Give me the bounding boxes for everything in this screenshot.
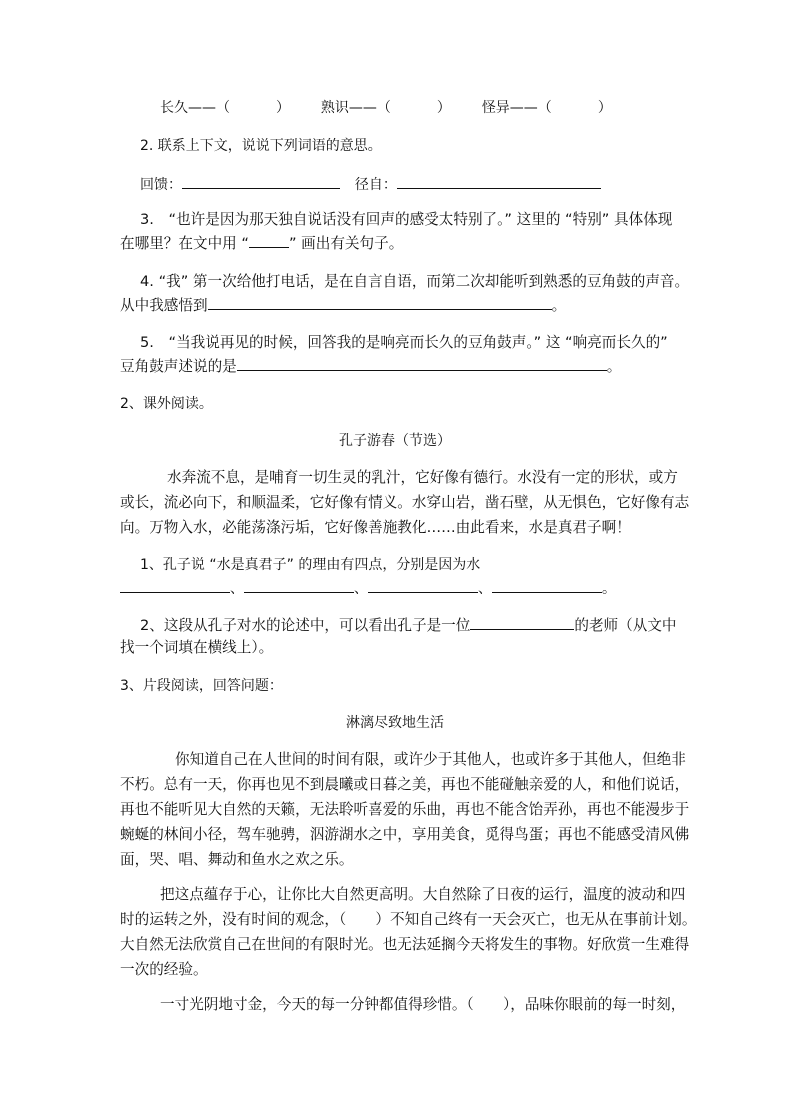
q4-answer-blank[interactable] — [208, 295, 552, 310]
q5-answer-blank[interactable] — [237, 356, 607, 371]
separator: 、 — [230, 581, 244, 597]
q5-period: 。 — [606, 358, 622, 375]
section2-para-line-3: 向。万物入水，必能荡涤污垢，它好像善施教化……由此看来，水是真君子啊！ — [120, 519, 631, 536]
section2-para-line-2: 或长，流必向下，和顺温柔，它好像有情义。水穿山岩，凿石壁，从无惧色，它好像有志 — [120, 494, 690, 511]
answer-blank-jingzi[interactable] — [397, 174, 601, 189]
section2-q2-line-2: 找一个词填在横线上）。 — [120, 639, 274, 656]
q4-line-1: 4. “我” 第一次给他打电话，是在自言自语，而第二次却能听到熟悉的豆角鼓的声音。 — [140, 273, 690, 290]
section2-q2-text-a: 2、这段从孔子对水的论述中，可以看出孔子是一位 — [140, 617, 471, 634]
section2-title: 孔子游春（节选） — [339, 433, 451, 449]
word-pair-3: 怪异——（ — [481, 100, 552, 116]
q3-underline-sample — [249, 233, 289, 248]
section2-para-line-1: 水奔流不息，是哺育一切生灵的乳汁，它好像有德行。水没有一定的形状，或方 — [167, 469, 678, 486]
period: 。 — [602, 581, 616, 597]
section2-q1-blanks — [120, 578, 680, 599]
label-huikui: 回馈： — [140, 177, 182, 193]
section3-p2-line-4: 一次的经验。 — [120, 961, 208, 978]
q3-text-b: ” 画出有关句子。 — [288, 235, 404, 252]
q3-line-1: 3. “也许是因为那天独自说话没有回声的感受太特别了。” 这里的 “特别” 具体体现 — [140, 211, 673, 228]
section2-q2-line-1 — [140, 615, 700, 636]
section3-p1-line-3: 再也不能听见大自然的天籁，无法聆听喜爱的乐曲，再也不能含饴弄孙，再也不能漫步于 — [120, 801, 690, 818]
section3-p3-line-1: 一寸光阴地寸金，今天的每一分钟都值得珍惜。（ ），品味你眼前的每一时刻， — [160, 996, 686, 1013]
section2-q1-line-1: 1、孔子说 “水是真君子” 的理由有四点，分别是因为水 — [140, 557, 481, 573]
reason-blank-3[interactable] — [368, 578, 478, 593]
q5-line-2 — [120, 356, 680, 377]
reason-blank-1[interactable] — [120, 578, 230, 593]
section3-p1-line-1: 你知道自己在人世间的时间有限，或许少于其他人，也或许多于其他人，但绝非 — [175, 751, 686, 768]
q2-prompt: 2. 联系上下文，说说下列词语的意思。 — [140, 138, 382, 154]
q4-period: 。 — [551, 297, 567, 314]
label-jingzi: 径自： — [354, 177, 397, 193]
reason-blank-4[interactable] — [492, 578, 602, 593]
section2-heading: 2、课外阅读。 — [120, 396, 213, 412]
section3-p2-line-1: 把这点蕴存于心，让你比大自然更高明。大自然除了日夜的运行，温度的波动和四 — [160, 886, 686, 903]
section3-p2-line-2: 时的运转之外，没有时间的观念，（ ）不知自己终有一天会灭亡，也无从在事前计划。 — [120, 911, 697, 928]
teacher-trait-blank[interactable] — [470, 615, 574, 630]
answer-blank-huikui[interactable] — [182, 174, 340, 189]
section3-title: 淋漓尽致地生活 — [346, 715, 444, 731]
separator: 、 — [354, 581, 368, 597]
section3-heading: 3、片段阅读，回答问题： — [120, 678, 283, 694]
word-pair-3-close: ） — [597, 100, 612, 116]
q2-answer-line — [140, 174, 700, 195]
q1-word-pairs — [160, 98, 720, 118]
reason-blank-2[interactable] — [244, 578, 354, 593]
word-pair-2-close: ） — [436, 100, 451, 116]
section3-p2-line-3: 大自然无法欣赏自己在世间的有限时光。也无法延搁今天将发生的事物。好欣赏一生难得 — [120, 936, 690, 953]
q3-line-2 — [120, 233, 680, 254]
word-pair-1: 长久——（ — [160, 100, 230, 116]
section3-p1-line-5: 面，哭、唱、舞动和鱼水之欢之乐。 — [120, 851, 354, 868]
section3-p1-line-2: 不朽。总有一天，你再也见不到晨曦或日暮之美，再也不能碰触亲爱的人，和他们说话， — [120, 776, 690, 793]
q5-text-a: 豆角鼓声述说的是 — [120, 358, 237, 375]
section2-q2-text-b: 的老师（从文中 — [574, 617, 677, 634]
word-pair-1-close: ） — [276, 100, 290, 116]
section3-p1-line-4: 蜿蜒的林间小径，驾车驰骋，泅游湖水之中，享用美食，觅得鸟蛋；再也不能感受清风佛 — [120, 826, 690, 843]
word-pair-2: 熟识——（ — [320, 100, 391, 116]
q5-line-1: 5. “当我说再见的时候，回答我的是响亮而长久的豆角鼓声。” 这 “响亮而长久的” — [140, 334, 668, 351]
q4-line-2 — [120, 295, 680, 316]
separator: 、 — [478, 581, 492, 597]
q4-text-a: 从中我感悟到 — [120, 297, 208, 314]
q3-text-a: 在哪里？在文中用 “ — [120, 235, 249, 252]
